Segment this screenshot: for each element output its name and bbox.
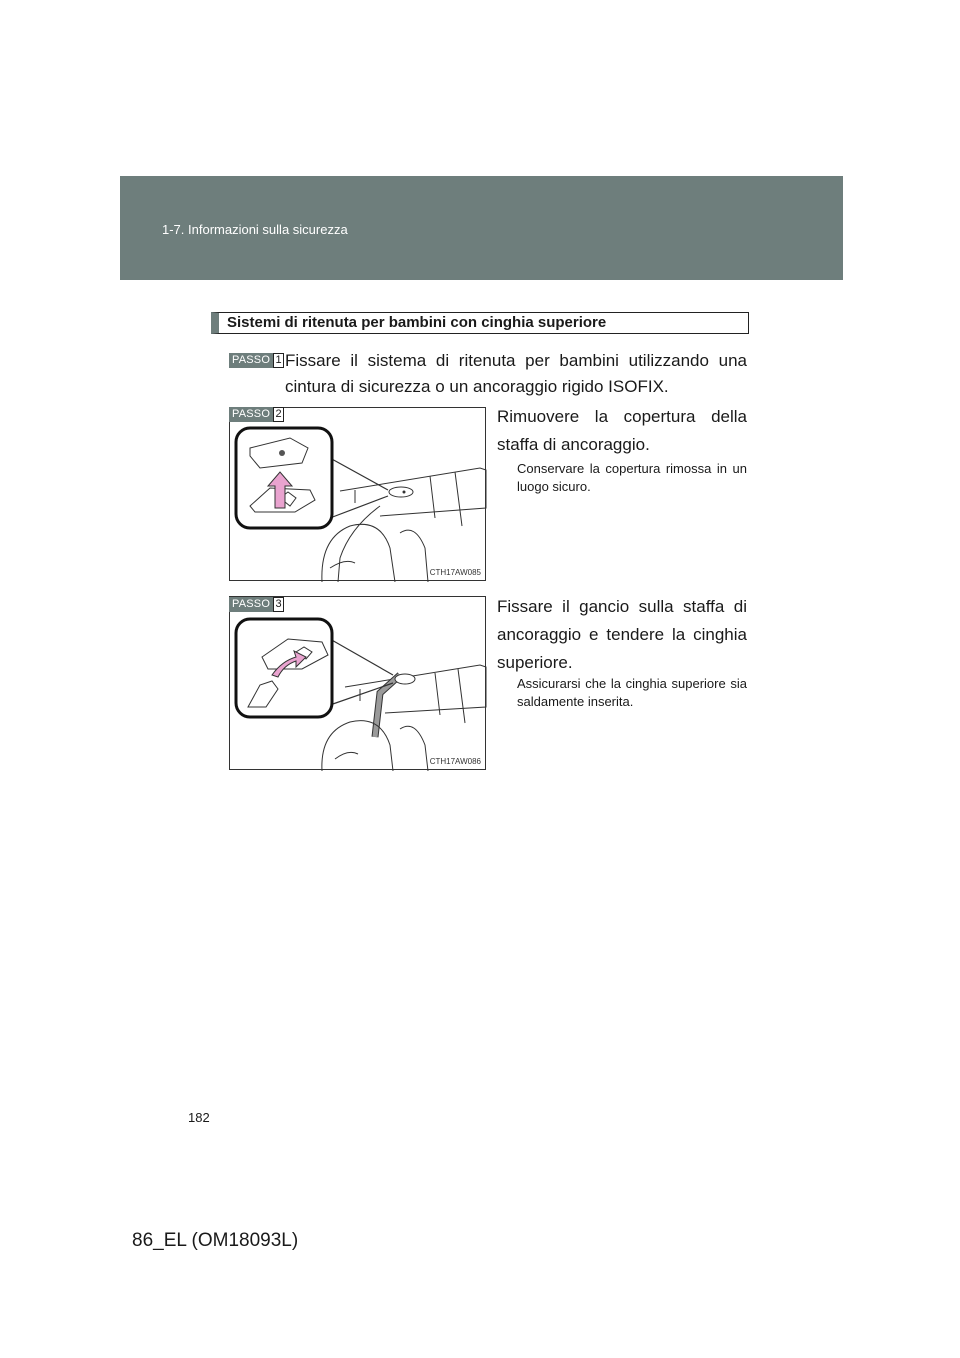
figure-code: CTH17AW085 — [429, 568, 481, 577]
step-word: PASSO — [229, 353, 273, 368]
step-1-text: Fissare il sistema di ritenuta per bambini utilizzando una cintura di sicurezza o un ancoraggio rigido ISOFIX. — [285, 351, 747, 396]
step-3-figure — [229, 596, 486, 770]
step-number: 3 — [273, 597, 284, 612]
page-number: 182 — [188, 1110, 210, 1125]
tether-hook-illustration — [230, 597, 487, 771]
section-breadcrumb: 1-7. Informazioni sulla sicurezza — [162, 222, 348, 237]
step-number: 1 — [273, 353, 284, 368]
anchor-cover-illustration — [230, 408, 487, 582]
step-2-badge — [229, 407, 284, 422]
step-3-badge — [229, 597, 284, 612]
step-1-badge — [229, 353, 284, 368]
section-title: Sistemi di ritenuta per bambini con cinghia superiore — [211, 312, 749, 334]
step-2-text: Rimuovere la copertura della staffa di ancoraggio. — [497, 407, 747, 454]
step-3-text: Fissare il gancio sulla staffa di ancoraggio e tendere la cinghia superiore. — [497, 597, 747, 672]
step-2-note: Conservare la copertura rimossa in un luogo sicuro. — [517, 461, 747, 494]
document-code: 86_EL (OM18093L) — [132, 1230, 299, 1251]
figure-code: CTH17AW086 — [429, 757, 481, 766]
step-3-note: Assicurarsi che la cinghia superiore sia saldamente inserita. — [517, 676, 747, 709]
step-number: 2 — [273, 407, 284, 422]
step-word: PASSO — [229, 407, 273, 422]
step-word: PASSO — [229, 597, 273, 612]
step-2-figure — [229, 407, 486, 581]
